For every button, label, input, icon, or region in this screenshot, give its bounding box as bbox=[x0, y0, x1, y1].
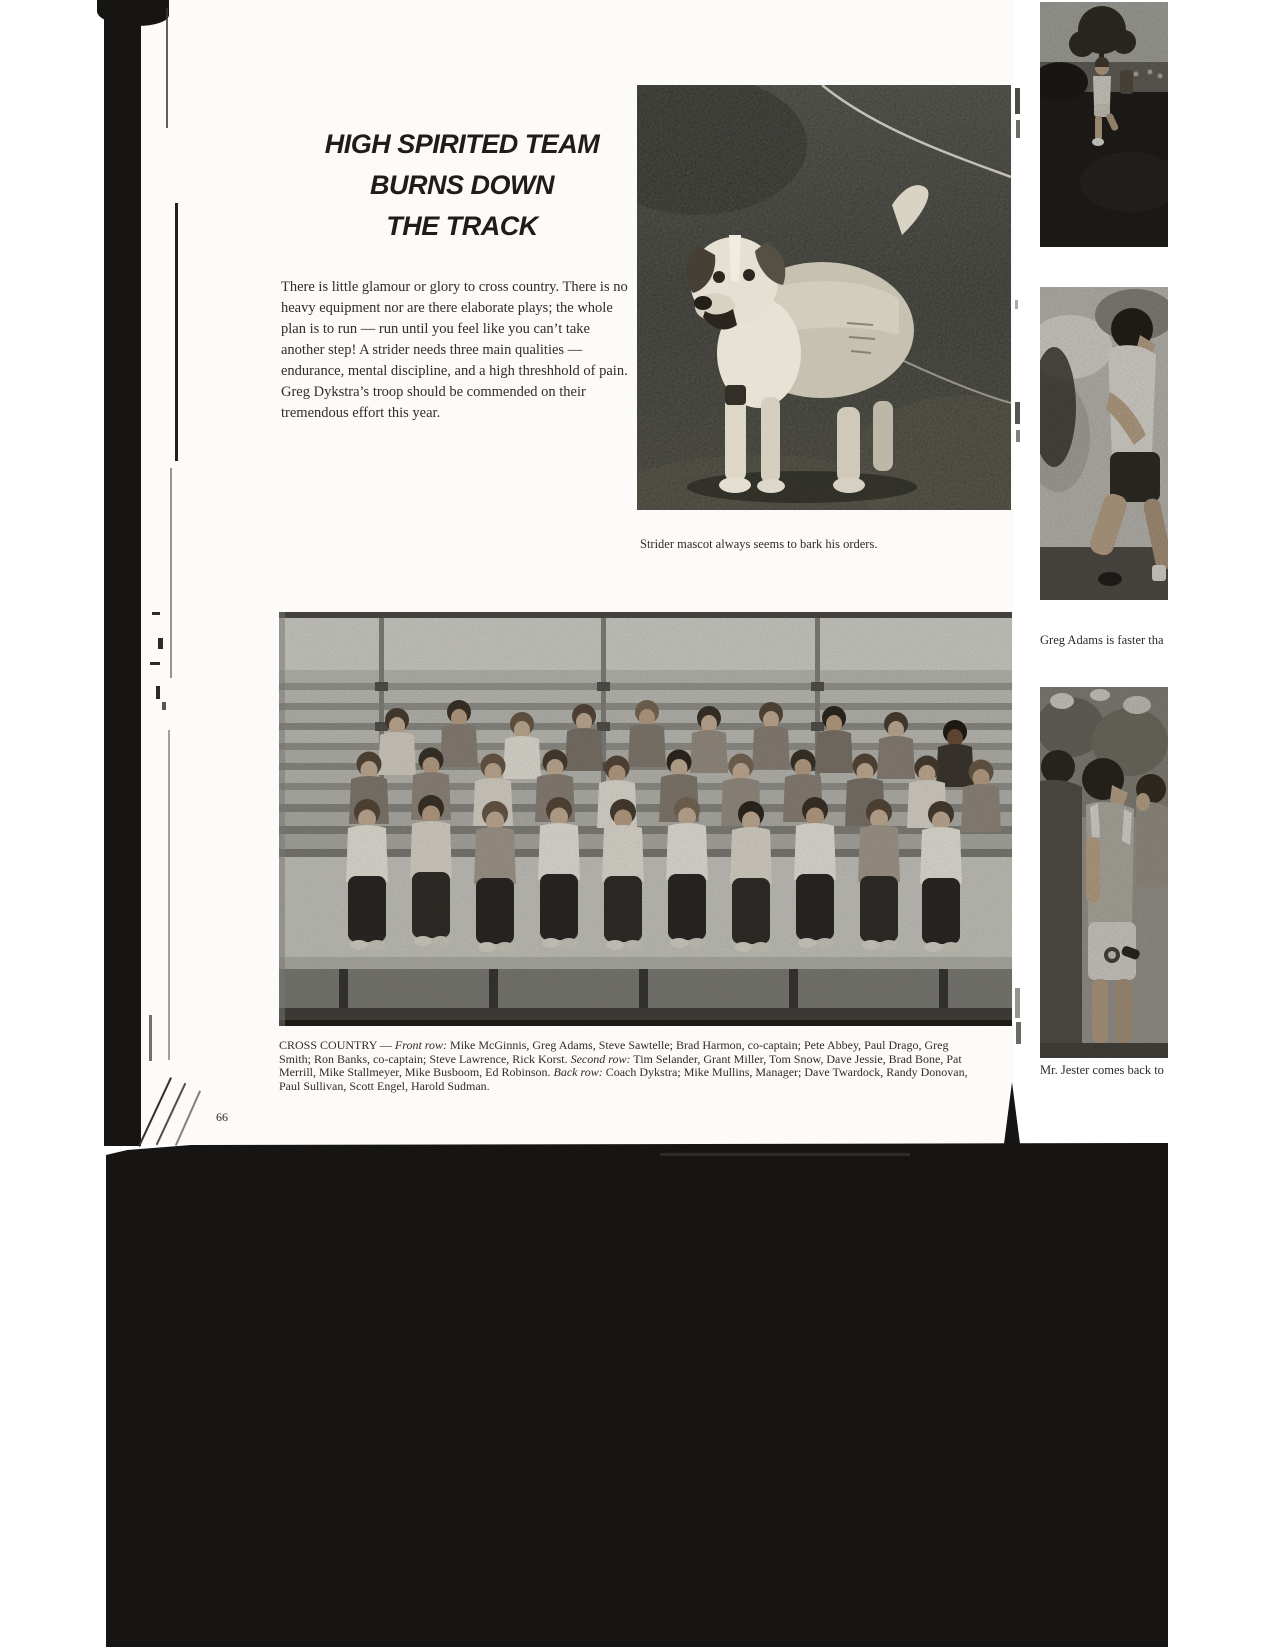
page-edge-dash bbox=[1015, 300, 1018, 309]
caption-second-row-names: Tim Selander, Grant Miller, Tom Snow, Dave Jessie, Brad Bone, Pat Merrill, Mike Stallmeyer, Mike Busboom, Ed Robinson. bbox=[279, 1051, 962, 1079]
page-stack-scratch bbox=[149, 1015, 152, 1061]
page-stack-tick bbox=[150, 662, 160, 665]
team-photo-illustration bbox=[279, 612, 1012, 1026]
right-middle-caption: Greg Adams is faster tha bbox=[1040, 633, 1164, 647]
runner-approaching-illustration bbox=[1040, 2, 1168, 247]
mascot-photo bbox=[637, 85, 1011, 510]
page-stack-tick bbox=[158, 638, 163, 649]
page-edge-dash bbox=[1015, 988, 1020, 1018]
runner-profile-illustration bbox=[1040, 287, 1168, 600]
page-edge-dash bbox=[1016, 430, 1020, 442]
caption-front-row-label: Front row: bbox=[394, 1038, 448, 1052]
page-edge-spike bbox=[1004, 1082, 1020, 1144]
intro-paragraph: There is little glamour or glory to cross country. There is no heavy equipment nor are there elaborate plays; the whole plan is to run — run until you feel like you can’t take another step! A strider needs three main qualities — endurance, mental discipline, and a high threshhold of pain. Greg Dykstra’s troop should be commended on their tremendous effort this year. bbox=[281, 279, 628, 421]
right-photo-top bbox=[1040, 2, 1168, 247]
page-edge-reflection bbox=[660, 1153, 910, 1156]
right-photo-middle bbox=[1040, 287, 1168, 600]
page-edge-dash bbox=[1015, 402, 1020, 424]
page-stack-line bbox=[168, 730, 170, 1060]
page-stack-line bbox=[175, 203, 178, 461]
page-stack-tick bbox=[162, 702, 166, 710]
team-photo bbox=[279, 612, 1012, 1026]
page-stack-line bbox=[166, 8, 168, 128]
caption-lead: CROSS COUNTRY — bbox=[279, 1038, 395, 1052]
mascot-photo-illustration bbox=[637, 85, 1011, 510]
caption-back-row-label: Back row: bbox=[553, 1065, 603, 1079]
page-stack-line bbox=[170, 468, 172, 678]
scanner-edge-strip-left bbox=[104, 0, 141, 1146]
caption-second-row-label: Second row: bbox=[570, 1051, 631, 1066]
page-edge-dash bbox=[1016, 120, 1020, 138]
caption-front-row-names: Mike McGinnis, Greg Adams, Steve Sawtelle; Brad Harmon, co-captain; Pete Abbey, Paul Drago, Greg Smith; Ron Banks, co-captain; Steve Lawrence, Rick Korst. bbox=[279, 1038, 949, 1066]
page-number: 66 bbox=[216, 1110, 228, 1124]
title-line-3: THE TRACK bbox=[386, 211, 538, 241]
caption-back-row-names: Coach Dykstra; Mike Mullins, Manager; Dave Twardock, Randy Donovan, Paul Sullivan, Scott Engel, Harold Sudman. bbox=[279, 1065, 968, 1093]
page-edge-dash bbox=[1015, 88, 1020, 114]
page-stack-tick bbox=[156, 686, 160, 699]
page-edge-dash bbox=[1016, 1022, 1021, 1044]
title-line-1: HIGH SPIRITED TEAM bbox=[324, 129, 600, 159]
right-bottom-caption: Mr. Jester comes back to bbox=[1040, 1063, 1164, 1077]
athletes-standing-illustration bbox=[1040, 687, 1168, 1058]
scanner-bottom-region bbox=[106, 1143, 1168, 1647]
right-photo-bottom bbox=[1040, 687, 1168, 1058]
mascot-photo-caption: Strider mascot always seems to bark his orders. bbox=[640, 537, 878, 551]
page-stack-tick bbox=[152, 612, 160, 615]
title-line-2: BURNS DOWN bbox=[370, 170, 554, 200]
team-photo-caption bbox=[279, 1039, 971, 1093]
page-title bbox=[262, 124, 662, 247]
